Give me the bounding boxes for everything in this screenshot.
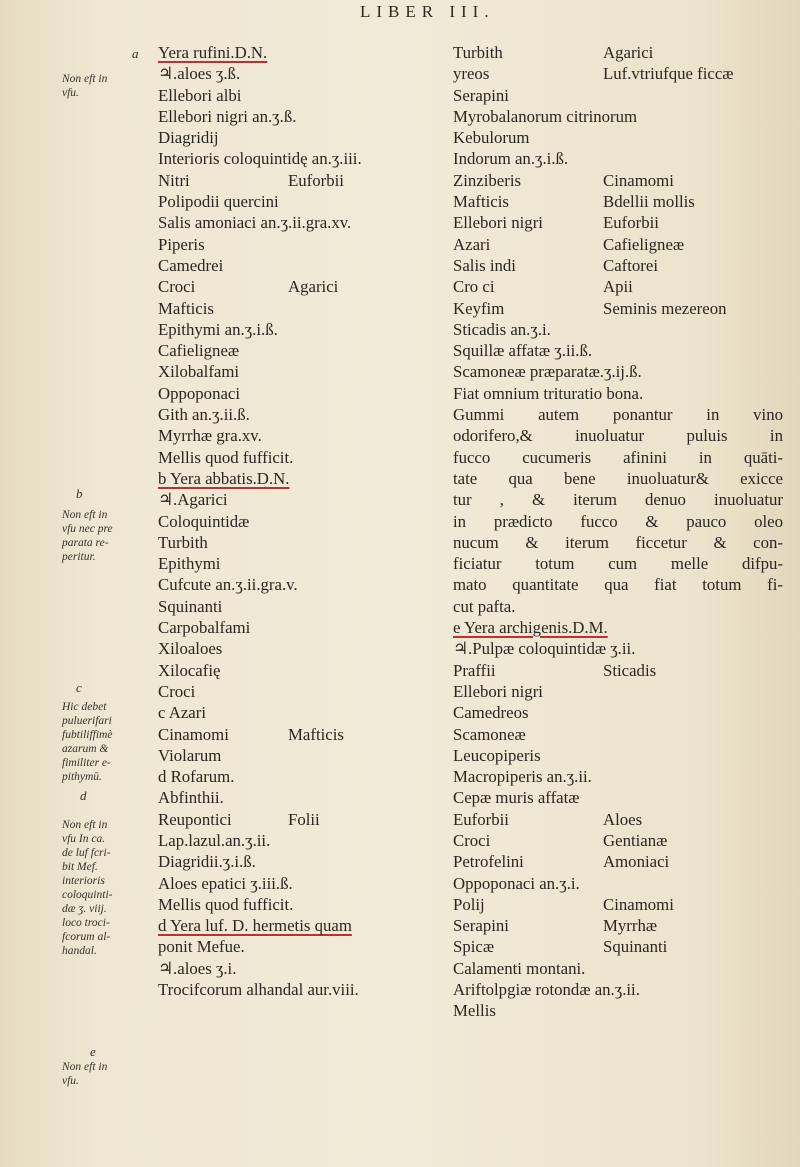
text-line: Cufcute an.ʒ.ii.gra.v.: [158, 575, 298, 595]
text-line: yreos Luf.vtriufque ficcæ: [453, 64, 734, 84]
text-line: mato quantitate qua fiat totum fi-: [453, 575, 783, 595]
margin-letter-d: d: [80, 788, 87, 803]
text-line: tur , & iterum denuo inuoluatur: [453, 490, 783, 510]
text-line: Lap.lazul.an.ʒ.ii.: [158, 830, 271, 850]
text-line: Myrobalanorum citrinorum: [453, 106, 638, 126]
text-line: Oppoponaci an.ʒ.i.: [453, 873, 580, 893]
text-line: Coloquintidæ: [158, 511, 250, 531]
text-line: Serapini Myrrhæ: [453, 916, 658, 936]
text-line: Cepæ muris affatæ: [453, 788, 580, 808]
text-line: Euforbii Aloes: [453, 809, 643, 829]
text-line: Cinamomi Mafticis: [158, 724, 344, 744]
text-line: c Azari: [158, 703, 206, 723]
text-line: Calamenti montani.: [453, 958, 586, 978]
text-line: ♃.aloes ʒ.i.: [158, 958, 237, 978]
text-line: Turbith: [158, 532, 208, 552]
text-line: Abfinthii.: [158, 788, 224, 808]
text-line: Turbith Agarici: [453, 43, 654, 62]
text-line: Sticadis an.ʒ.i.: [453, 319, 551, 339]
text-line: Ellebori nigri Euforbii: [453, 213, 659, 233]
text-line: Ellebori nigri: [453, 681, 543, 701]
text-line: nucum & iterum ficcetur & con-: [453, 532, 783, 552]
margin-letter-e: e: [90, 1044, 96, 1059]
text-line: Camedreos: [453, 703, 529, 723]
text-line: Xilocafię: [158, 660, 221, 680]
margin-note-3: Hic debet puluerifari fubtiliffimè azarum & fimiliter e- pithymū.: [62, 701, 113, 783]
text-line: Interioris coloquintidę an.ʒ.iii.: [158, 149, 362, 169]
text-line: Azari Cafieligneæ: [453, 234, 685, 254]
text-line: in prædicto fucco & pauco oleo: [453, 511, 783, 531]
text-line: Scamoneæ: [453, 724, 526, 744]
text-line: Ellebori nigri an.ʒ.ß.: [158, 106, 297, 126]
text-line: ♃.Agarici: [158, 490, 228, 510]
text-line: Epithymi an.ʒ.i.ß.: [158, 319, 278, 339]
text-line: Cro ci Apii: [453, 277, 633, 297]
text-line: Croci: [158, 681, 196, 701]
text-line: Kebulorum: [453, 128, 530, 148]
text-line: Gummi autem ponantur in vino: [453, 405, 783, 425]
recipe-title: e Yera archigenis.D.M.: [453, 618, 608, 638]
text-line: Diagridij: [158, 128, 219, 148]
text-line: ficiatur totum cum melle difpu-: [453, 554, 783, 574]
text-line: Nitri Euforbii: [158, 170, 344, 190]
text-line: tate qua bene inuoluatur& exicce: [453, 468, 783, 488]
text-line: Xiloaloes: [158, 639, 223, 659]
text-line: fucco cucumeris afinini in quāti-: [453, 447, 783, 467]
text-line: Ariftolpgiæ rotondæ an.ʒ.ii.: [453, 980, 640, 1000]
text-line: Oppoponaci: [158, 383, 241, 403]
text-line: Leucopiperis: [453, 745, 541, 765]
margin-letter-b: b: [76, 486, 83, 501]
text-line: Myrrhæ gra.xv.: [158, 426, 262, 446]
text-line: Macropiperis an.ʒ.ii.: [453, 767, 592, 787]
right-text-column: [453, 42, 783, 1022]
text-line: Aloes epatici ʒ.iii.ß.: [158, 873, 293, 893]
text-line: Polij Cinamomi: [453, 894, 674, 914]
text-line: Serapini: [453, 85, 509, 105]
text-line: Mafticis: [158, 298, 214, 318]
text-line: Indorum an.ʒ.i.ß.: [453, 149, 569, 169]
text-line: Gith an.ʒ.ii.ß.: [158, 405, 250, 425]
margin-letter-c: c: [76, 680, 82, 695]
text-line: Salis indi Caftorei: [453, 255, 658, 275]
text-line: Reupontici Folii: [158, 809, 320, 829]
recipe-title: b Yera abbatis.D.N.: [158, 468, 290, 488]
text-line: Squinanti: [158, 596, 223, 616]
text-line: Carpobalfami: [158, 618, 251, 638]
text-line: Polipodii quercini: [158, 192, 279, 212]
margin-letter-a: a: [132, 46, 139, 61]
text-line: Cafieligneæ: [158, 341, 240, 361]
text-line: Mellis: [453, 1001, 496, 1021]
text-line: ♃.aloes ʒ.ß.: [158, 64, 241, 84]
text-line: Zinziberis Cinamomi: [453, 170, 674, 190]
margin-note-4: Non eft in vfu In ca. de luf fcri- bit Mef. interioris coloquinti- dæ ʒ. viij. loco troci- fcorum al- handal.: [62, 819, 113, 957]
recipe-title: d Yera luf. D. hermetis quam: [158, 916, 352, 936]
text-line: Petrofelini Amoniaci: [453, 852, 670, 872]
text-line: Squillæ affatæ ʒ.ii.ß.: [453, 341, 593, 361]
text-line: Trocifcorum alhandal aur.viii.: [158, 980, 359, 1000]
margin-note-2: Non eft in vfu nec pre parata re- peritur.: [62, 509, 113, 563]
text-line: Violarum: [158, 745, 222, 765]
left-text-column: [158, 42, 458, 1000]
margin-note-1: Non eft in vfu.: [62, 73, 108, 99]
text-line: Spicæ Squinanti: [453, 937, 668, 957]
text-line: ♃.Pulpæ coloquintidæ ʒ.ii.: [453, 639, 636, 659]
text-line: Mellis quod fufficit.: [158, 447, 294, 467]
text-line: Keyfim Seminis mezereon: [453, 298, 727, 318]
text-line: Salis amoniaci an.ʒ.ii.gra.xv.: [158, 213, 352, 233]
text-line: Mafticis Bdellii mollis: [453, 192, 695, 212]
recipe-title: Yera rufini.D.N.: [158, 43, 268, 62]
running-head: LIBER III.: [360, 2, 495, 21]
text-line: Scamoneæ præparatæ.ʒ.ij.ß.: [453, 362, 642, 382]
text-line: Camedrei: [158, 255, 224, 275]
text-line: cut pafta.: [453, 596, 516, 616]
text-line: Piperis: [158, 234, 205, 254]
text-line: Xilobalfami: [158, 362, 240, 382]
text-line: Ellebori albi: [158, 85, 242, 105]
text-line: Fiat omnium trituratio bona.: [453, 383, 644, 403]
text-line: Praffii Sticadis: [453, 660, 657, 680]
text-line: ponit Mefue.: [158, 937, 245, 957]
text-line: Epithymi: [158, 554, 221, 574]
text-line: Mellis quod fufficit.: [158, 894, 294, 914]
text-line: odorifero,& inuoluatur puluis in: [453, 426, 783, 446]
text-line: Diagridii.ʒ.i.ß.: [158, 852, 256, 872]
margin-note-5: Non eft in vfu.: [62, 1061, 108, 1087]
text-line: d Rofarum.: [158, 767, 235, 787]
text-line: Croci Agarici: [158, 277, 339, 297]
text-line: Croci Gentianæ: [453, 830, 668, 850]
